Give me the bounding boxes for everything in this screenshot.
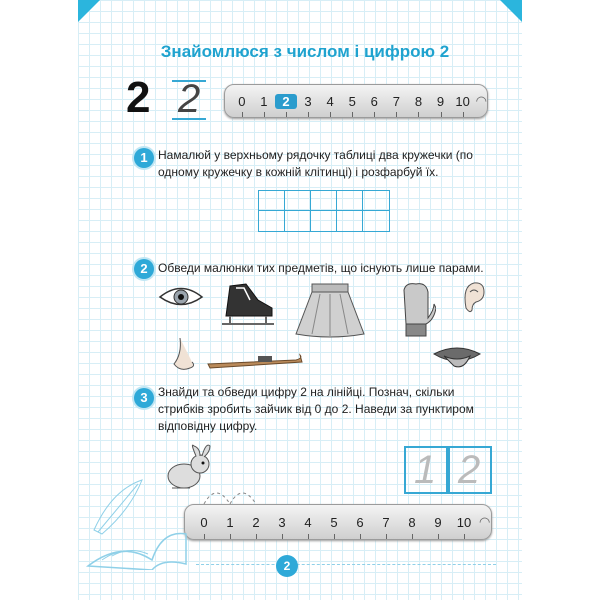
mitten-icon[interactable] [396, 282, 436, 338]
drawing-table[interactable] [258, 190, 390, 232]
task-2-text: Обведи малюнки тих предметів, що існують лише парами. [158, 261, 484, 275]
ruler-tick: 1 [253, 94, 275, 109]
nose-icon[interactable] [172, 336, 198, 374]
eye-icon[interactable] [158, 284, 204, 310]
ruler-tick[interactable]: 6 [347, 515, 373, 530]
table-cell[interactable] [259, 191, 285, 211]
dotted-digit-1: 1 [414, 448, 437, 492]
ruler-tick[interactable]: 1 [217, 515, 243, 530]
table-cell[interactable] [311, 211, 337, 231]
page-title: Знайомлюся з числом і цифрою 2 [160, 42, 450, 61]
ruler-tick: 9 [429, 94, 451, 109]
ruler-hook-icon: ◠ [479, 514, 491, 529]
ruler-tick[interactable]: 7 [373, 515, 399, 530]
table-cell[interactable] [311, 191, 337, 211]
ruler-tick: 4 [319, 94, 341, 109]
ruler-tick: 3 [297, 94, 319, 109]
table-cell[interactable] [363, 191, 389, 211]
footer-ruler-decoration [196, 564, 496, 569]
table-cell[interactable] [337, 191, 363, 211]
trace-digit: 2 [178, 77, 201, 121]
ruler-tick[interactable]: 0 [191, 515, 217, 530]
table-cell[interactable] [285, 191, 311, 211]
dotted-digit-2: 2 [458, 448, 481, 492]
ruler-hook-icon: ◠ [475, 93, 487, 108]
ruler-tick[interactable]: 4 [295, 515, 321, 530]
ruler-tick[interactable]: 8 [399, 515, 425, 530]
ruler-tick: 7 [385, 94, 407, 109]
skirt-icon[interactable] [294, 282, 366, 340]
ruler-tick: 5 [341, 94, 363, 109]
ruler-tick-highlighted: 2 [275, 94, 297, 109]
ruler-tick[interactable]: 9 [425, 515, 451, 530]
big-digit: 2 [126, 73, 151, 122]
mouth-icon[interactable] [432, 342, 482, 372]
ruler-tick[interactable]: 5 [321, 515, 347, 530]
task-1-text: Намалюй у верхньому рядочку таблиці два кружечки (по одному кружечку в кожній клітинці) і розфарбуй їх. [158, 148, 473, 179]
table-cell[interactable] [363, 211, 389, 231]
trace-digit-box [172, 77, 206, 121]
task-number-badge: 1 [134, 148, 154, 168]
task-number-badge: 2 [134, 259, 154, 279]
skate-icon[interactable] [216, 280, 276, 330]
ruler-tick: 8 [407, 94, 429, 109]
trace-box-1[interactable] [404, 446, 448, 494]
ruler-tick: 0 [231, 94, 253, 109]
number-ruler-bottom [184, 504, 492, 540]
ruler-tick: 6 [363, 94, 385, 109]
ruler-tick[interactable]: 10 [451, 515, 477, 530]
ruler-tick: 10 [452, 94, 474, 109]
ruler-tick[interactable]: 2 [243, 515, 269, 530]
book-decoration-icon [82, 470, 192, 570]
ruler-tick[interactable]: 3 [269, 515, 295, 530]
trace-box-2[interactable] [448, 446, 492, 494]
table-cell[interactable] [337, 211, 363, 231]
ear-icon[interactable] [460, 280, 486, 314]
table-cell[interactable] [285, 211, 311, 231]
task-number-badge: 3 [134, 388, 154, 408]
page-number: 2 [276, 555, 298, 577]
ski-icon[interactable] [204, 352, 304, 372]
number-ruler-top [224, 84, 488, 118]
table-cell[interactable] [259, 211, 285, 231]
task-3-text: Знайди та обведи цифру 2 на лінійці. Познач, скільки стрибків зробить зайчик від 0 до 2. Наведи за пунктиром відповідну цифру. [158, 385, 474, 433]
